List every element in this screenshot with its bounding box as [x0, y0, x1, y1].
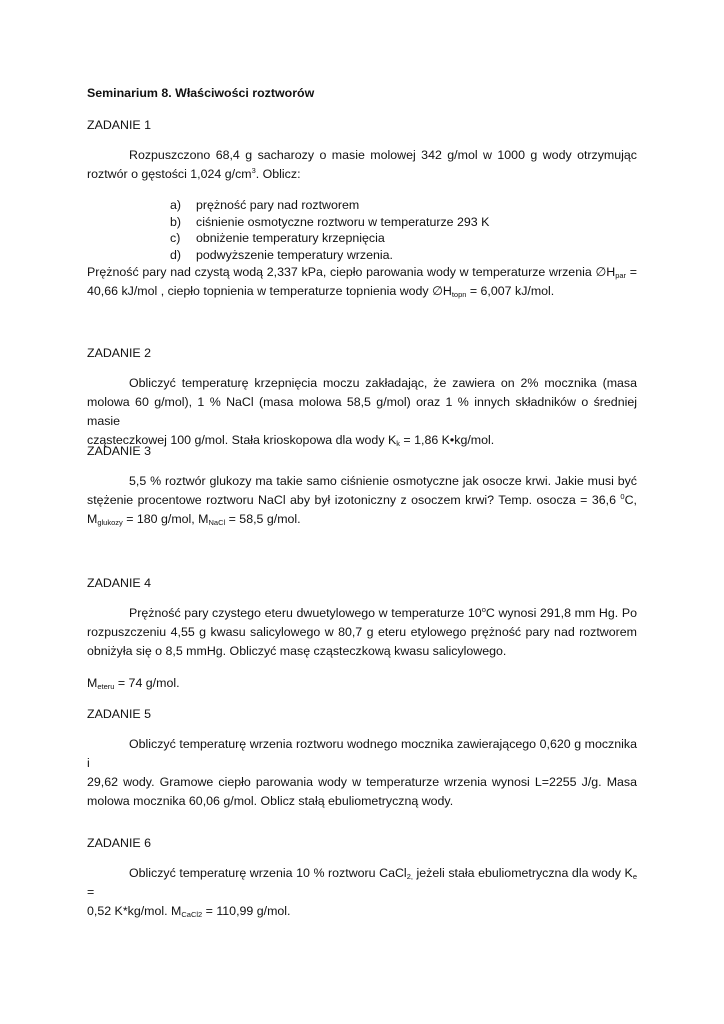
task-4-line-3: obniżyła się o 8,5 mmHg. Obliczyć masę cząsteczkową kwasu salicylowego.	[87, 644, 507, 658]
task-2-heading: ZADANIE 2	[87, 346, 152, 360]
task-5-line-2: 29,62 wody. Gramowe ciepło parowania wody w temperaturze wrzenia wynosi L=2255 J/g. Masa	[87, 775, 637, 789]
list-item: b) ciśnienie osmotyczne roztworu w temperaturze 293 K	[170, 214, 490, 229]
task-1-data	[87, 263, 637, 301]
task-6-text	[87, 864, 637, 921]
task-2-line-3: cząsteczkowej 100 g/mol. Stała krioskopowa dla wody $K_k = 1,86$ K•kg/mol.	[87, 433, 495, 448]
task-1-data-line-2: 40,66 kJ/mol , ciepło topnienia w temperaturze topnienia wody $\emptyset H_{topn} = 6,007$ kJ/mol.	[87, 284, 555, 299]
task-1-data-line-1: Prężność pary nad czystą wodą 2,337 kPa, ciepło parowania wody w temperaturze wrzenia $\emptyset H_{par}$ =	[87, 265, 638, 280]
task-4-line-1: Prężność pary czystego eteru dwuetylowego w temperaturze 10$^o$C wynosi 291,8 mm Hg. Po	[129, 605, 638, 620]
task-6-heading: ZADANIE 6	[87, 836, 152, 850]
task-4-molar-mass: $M_{eteru} = 74$ g/mol.	[87, 676, 180, 691]
task-4-line-2: rozpuszczeniu 4,55 g kwasu salicylowego w 80,7 g eteru etylowego prężność pary nad roztworem	[87, 625, 637, 639]
list-item: d) podwyższenie temperatury wrzenia.	[170, 247, 393, 262]
list-item: c) obniżenie temperatury krzepnięcia	[170, 231, 385, 246]
document-title: Seminarium 8. Właściwości roztworów	[87, 86, 315, 100]
task-1-heading: ZADANIE 1	[87, 118, 152, 132]
task-1-intro-line-1: Rozpuszczono 68,4 g sacharozy o masie molowej 342 g/mol w 1000 g wody otrzymując	[129, 148, 637, 162]
task-1-intro-line-2: roztwór o gęstości 1,024 $g/cm^3$. Oblicz:	[87, 166, 301, 181]
task-3-line-1: 5,5 % roztwór glukozy ma takie samo ciśnienie osmotyczne jak osocze krwi. Jakie musi być	[129, 474, 637, 488]
task-4-text	[87, 604, 637, 661]
task-5-line-1: Obliczyć temperaturę wrzenia roztworu wodnego mocznika zawierającego 0,620 g mocznika i	[87, 737, 637, 770]
task-5-line-3: molowa mocznika 60,06 g/mol. Oblicz stałą ebuliometryczną wody.	[87, 794, 454, 808]
task-2-text	[87, 374, 637, 450]
task-3-line-2: stężenie procentowe roztworu NaCl aby był izotoniczny z osoczem krwi? Temp. osocza = 36,6 $^0$C,	[87, 492, 637, 507]
task-5-heading: ZADANIE 5	[87, 707, 152, 721]
task-3-heading: ZADANIE 3	[87, 444, 152, 458]
task-5-text	[87, 735, 637, 811]
task-1-intro	[87, 146, 637, 184]
task-6-line-1: Obliczyć temperaturę wrzenia 10 % roztworu CaCl$_{2,}$ jeżeli stała ebuliometryczna dla wody $K_e$ =	[87, 866, 637, 899]
task-2-line-2: molowa 60 g/mol), 1 % NaCl (masa molowa 58,5 g/mol) oraz 1 % innych składników o średniej masie	[87, 395, 637, 428]
task-3-text	[87, 472, 637, 529]
list-item: a) prężność pary nad roztworem	[170, 198, 360, 212]
task-6-line-2: 0,52 K*kg/mol. $M_{CaCl2} = 110,99$ g/mol.	[87, 904, 291, 919]
task-3-line-3: $M_{glukozy} = 180$ g/mol, $M_{NaCl} = 58,5$ g/mol.	[87, 512, 301, 527]
task-1-list	[170, 197, 590, 263]
task-2-line-1: Obliczyć temperaturę krzepnięcia moczu zakładając, że zawiera on 2% mocznika (masa	[129, 376, 637, 390]
task-4-heading: ZADANIE 4	[87, 576, 152, 590]
